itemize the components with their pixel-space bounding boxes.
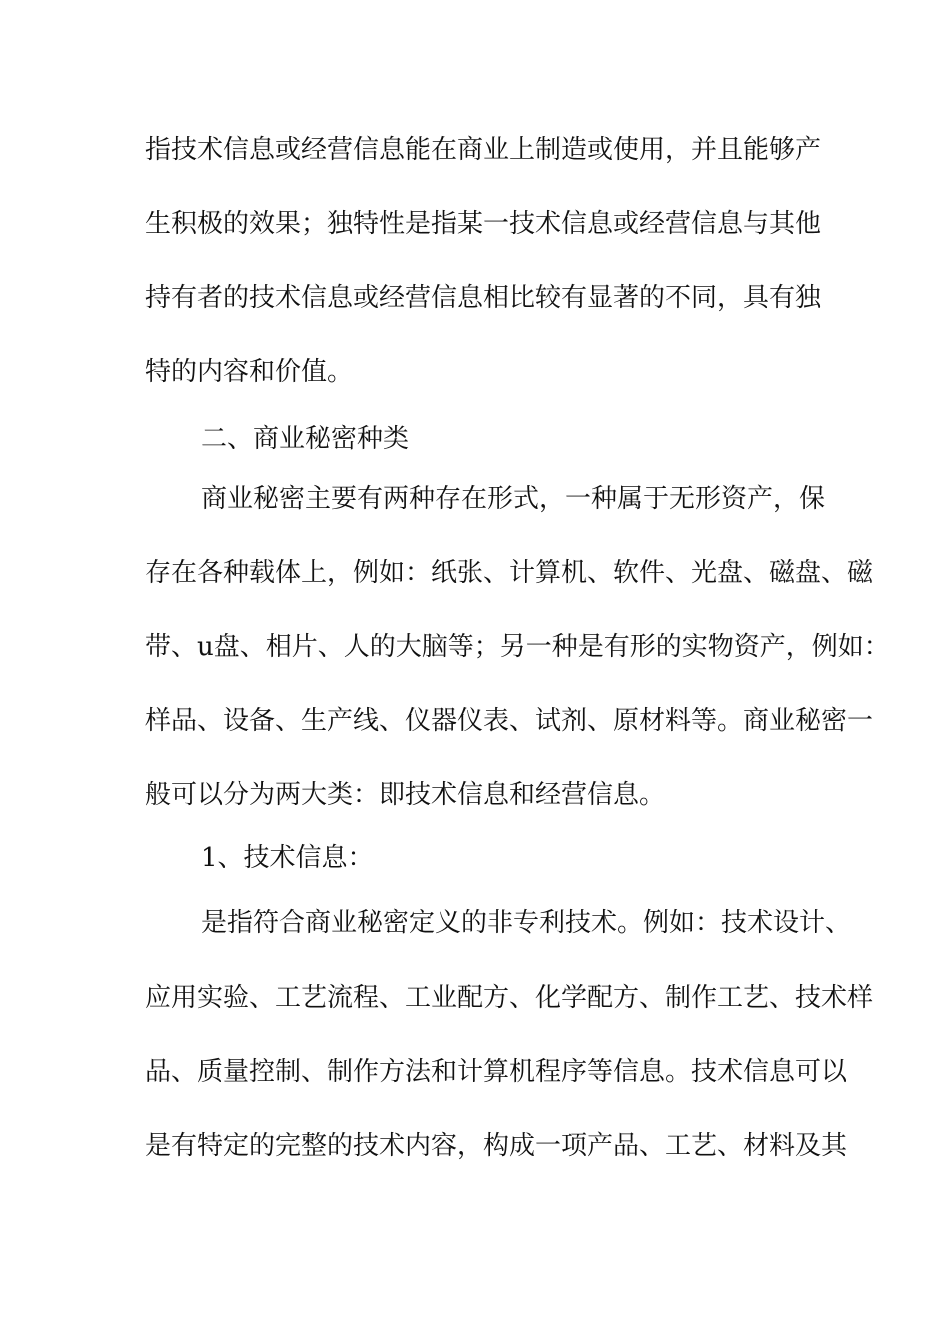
paragraph-line: 品、质量控制、制作方法和计算机程序等信息。技术信息可以 xyxy=(145,1057,848,1087)
paragraph-line: 持有者的技术信息或经营信息相比较有显著的不同，具有独 xyxy=(145,283,822,313)
paragraph-line: 生积极的效果；独特性是指某一技术信息或经营信息与其他 xyxy=(145,209,822,239)
paragraph-line: 是指符合商业秘密定义的非专利技术。例如：技术设计、 xyxy=(201,908,852,938)
paragraph-line: 般可以分为两大类：即技术信息和经营信息。 xyxy=(145,780,666,810)
paragraph-line: 指技术信息或经营信息能在商业上制造或使用，并且能够产 xyxy=(145,135,822,165)
section-heading: 二、商业秘密种类 xyxy=(201,424,410,454)
paragraph-line: 存在各种载体上，例如：纸张、计算机、软件、光盘、磁盘、磁 xyxy=(145,558,874,588)
paragraph-line: 应用实验、工艺流程、工业配方、化学配方、制作工艺、技术样 xyxy=(145,983,874,1013)
paragraph-line: 是有特定的完整的技术内容，构成一项产品、工艺、材料及其 xyxy=(145,1131,848,1161)
paragraph-line: 商业秘密主要有两种存在形式，一种属于无形资产，保 xyxy=(201,484,826,514)
subsection-heading: 1、技术信息： xyxy=(201,843,374,873)
paragraph-line: 特的内容和价值。 xyxy=(145,357,354,387)
paragraph-line: 样品、设备、生产线、仪器仪表、试剂、原材料等。商业秘密一 xyxy=(145,706,874,736)
paragraph-line: 带、u盘、相片、人的大脑等；另一种是有形的实物资产，例如： xyxy=(145,632,890,662)
